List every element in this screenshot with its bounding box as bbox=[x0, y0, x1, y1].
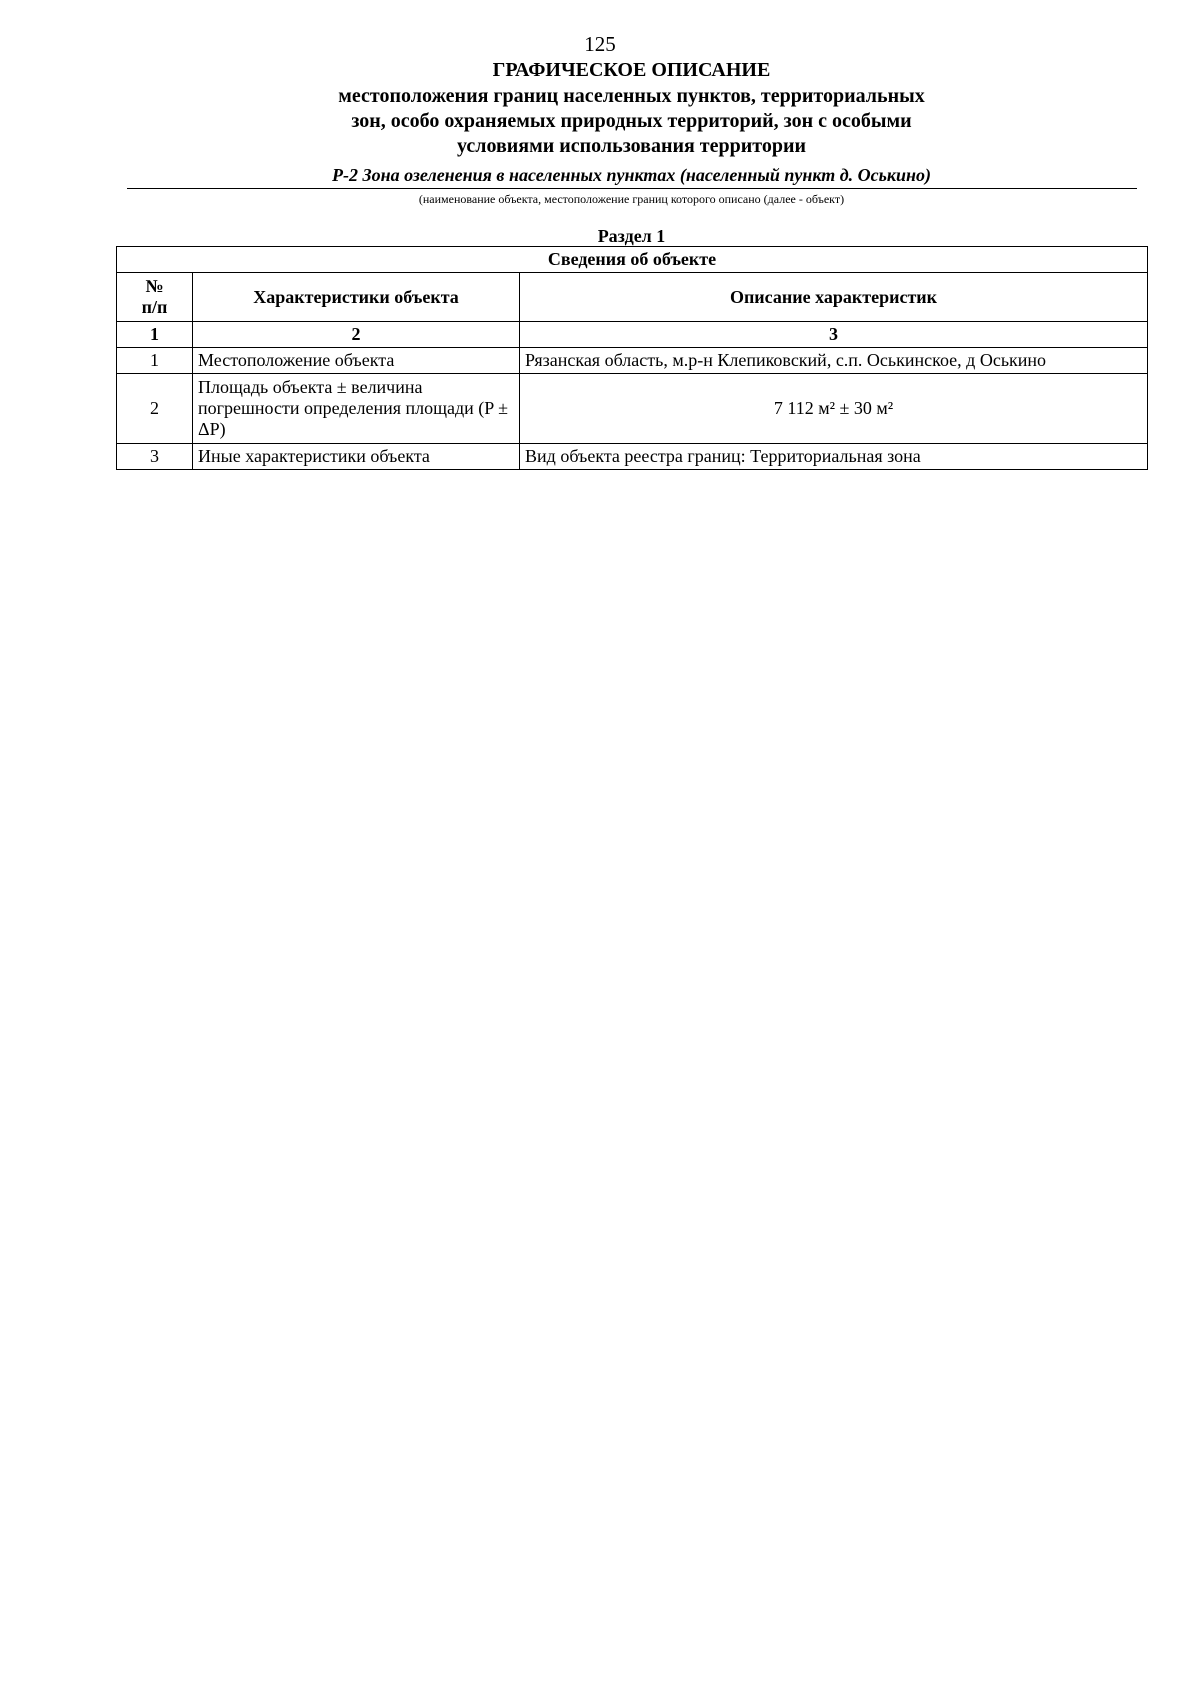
table-row bbox=[117, 374, 1148, 444]
row-description: 7 112 м² ± 30 м² bbox=[520, 374, 1148, 444]
row-description: Вид объекта реестра границ: Территориальная зона bbox=[520, 444, 1148, 470]
row-number: 1 bbox=[117, 348, 193, 374]
subtitle-line-2: зон, особо охраняемых природных территорий, зон с особыми bbox=[351, 110, 912, 132]
row-description: Рязанская область, м.р-н Клепиковский, с.п. Оськинское, д Оськино bbox=[520, 348, 1148, 374]
row-characteristic: Иные характеристики объекта bbox=[193, 444, 520, 470]
column-number-2: 2 bbox=[193, 322, 520, 348]
table-row bbox=[117, 444, 1148, 470]
header-number bbox=[117, 273, 193, 322]
page-number: 125 bbox=[584, 32, 616, 56]
row-number: 2 bbox=[117, 374, 193, 444]
subtitle-line-3: условиями использования территории bbox=[456, 135, 807, 157]
object-info-table bbox=[116, 246, 1148, 470]
object-name-underline bbox=[127, 188, 1137, 189]
header-number-label: № п/п bbox=[141, 276, 168, 317]
document-subtitle bbox=[0, 84, 1200, 159]
column-number-1: 1 bbox=[117, 322, 193, 348]
column-number-3: 3 bbox=[520, 322, 1148, 348]
row-number: 3 bbox=[117, 444, 193, 470]
table-row bbox=[117, 348, 1148, 374]
subtitle-line-1: местоположения границ населенных пунктов, территориальных bbox=[338, 85, 925, 107]
section-title: Раздел 1 bbox=[597, 226, 666, 246]
object-name: Р-2 Зона озеленения в населенных пунктах (населенный пункт д. Оськино) bbox=[331, 165, 931, 185]
document-title: ГРАФИЧЕСКОЕ ОПИСАНИЕ bbox=[492, 59, 771, 81]
table-caption-row bbox=[117, 247, 1148, 273]
table-header-row bbox=[117, 273, 1148, 322]
object-name-caption: (наименование объекта, местоположение границ которого описано (далее - объект) bbox=[418, 192, 845, 206]
row-characteristic: Площадь объекта ± величина погрешности определения площади (P ± ΔP) bbox=[193, 374, 520, 444]
header-characteristic: Характеристики объекта bbox=[193, 273, 520, 322]
header-description: Описание характеристик bbox=[520, 273, 1148, 322]
row-characteristic: Местоположение объекта bbox=[193, 348, 520, 374]
column-number-row bbox=[117, 322, 1148, 348]
table-caption: Сведения об объекте bbox=[117, 247, 1148, 273]
